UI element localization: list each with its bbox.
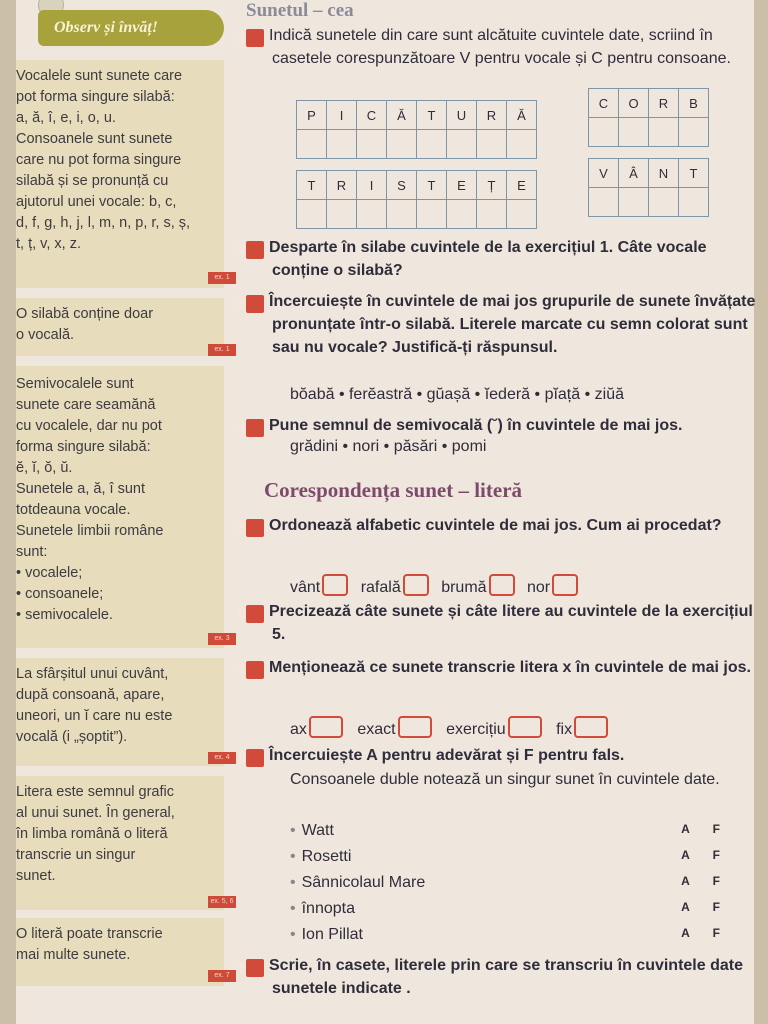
sidebar-line: care nu pot forma singure <box>16 152 182 168</box>
exercise-2 <box>238 236 756 282</box>
sidebar-text-vowels <box>16 66 190 255</box>
sidebar-line: sunt: <box>16 544 48 560</box>
answer-box[interactable] <box>309 716 343 738</box>
exercise-5-text: Ordonează alfabetic cuvintele de mai jos. Cum ai procedat? <box>269 517 722 534</box>
ex-tag: ex. 3 <box>208 633 236 645</box>
answer-cell[interactable] <box>589 118 619 147</box>
sidebar-text-multi <box>16 924 163 966</box>
exercise-number-1: 1 <box>246 29 264 47</box>
exercise-8-text: Încercuiește A pentru adevărat și F pentru fals. <box>269 747 625 764</box>
sidebar-line: O literă poate transcrie <box>16 926 163 942</box>
list-item: • Watt A F <box>290 822 730 839</box>
answer-cell[interactable] <box>447 200 477 229</box>
sidebar-line: • consoanele; <box>16 586 104 602</box>
ex-tag: ex. 5, 6 <box>208 896 236 908</box>
answer-box[interactable] <box>398 716 432 738</box>
exercise-3-text: Încercuiește în cuvintele de mai jos grupurile de sunete învățate pronunțate într-o silabă. Literele marcate cu semn colorat sunt sau nu vocale? Justifică-ți răspunsul. <box>269 293 756 356</box>
answer-cell[interactable] <box>477 130 507 159</box>
sidebar-text-syllable <box>16 304 153 346</box>
letter-cell: O <box>619 89 649 118</box>
answer-cell[interactable] <box>387 130 417 159</box>
true-false-options[interactable]: A F <box>681 900 730 914</box>
sidebar-line: • vocalele; <box>16 565 83 581</box>
sidebar-line: d, f, g, h, j, l, m, n, p, r, s, ș, <box>16 215 191 231</box>
answer-cell[interactable] <box>589 188 619 217</box>
letter-cell: E <box>447 171 477 200</box>
sidebar-line: forma singure silabă: <box>16 439 151 455</box>
sidebar-line: pot forma singure silabă: <box>16 89 175 105</box>
main-content <box>238 0 756 1024</box>
word-grid-1 <box>296 100 537 159</box>
sidebar-line: O silabă conține doar <box>16 306 154 322</box>
sidebar-line: o vocală. <box>16 327 75 343</box>
answer-cell[interactable] <box>679 118 709 147</box>
sidebar-text-whisper-i <box>16 664 172 748</box>
exercise-9 <box>238 954 756 1000</box>
letter-cell: Ă <box>507 101 537 130</box>
word: vânt <box>290 579 321 596</box>
letter-cell: Â <box>619 159 649 188</box>
sidebar-line: transcrie un singur <box>16 847 136 863</box>
true-false-options[interactable]: A F <box>681 926 730 940</box>
word: nor <box>527 579 551 596</box>
letter-cell: C <box>589 89 619 118</box>
answer-cell[interactable] <box>387 200 417 229</box>
sidebar-line: Consoanele sunt sunete <box>16 131 173 147</box>
answer-box[interactable] <box>489 574 515 596</box>
sidebar-line: sunet. <box>16 868 56 884</box>
word: ax <box>290 721 307 738</box>
letter-cell: R <box>649 89 679 118</box>
answer-cell[interactable] <box>649 118 679 147</box>
answer-cell[interactable] <box>357 130 387 159</box>
sidebar-line: după consoană, apare, <box>16 687 165 703</box>
ex-tag: ex. 1 <box>208 344 236 356</box>
observ-header: Observ și învăț! <box>38 10 224 46</box>
exercise-number-9: 9 <box>246 959 264 977</box>
sidebar-line: Litera este semnul grafic <box>16 784 174 800</box>
exercise-3 <box>238 290 756 359</box>
exercise-6-text: Precizează câte sunete și câte litere au cuvintele de la exercițiul 5. <box>269 603 753 643</box>
sidebar-line: • semivocalele. <box>16 607 113 623</box>
letter-cell: E <box>507 171 537 200</box>
letter-cell: T <box>297 171 327 200</box>
letter-cell: C <box>357 101 387 130</box>
letter-cell: T <box>417 101 447 130</box>
answer-cell[interactable] <box>327 130 357 159</box>
word-grid-2 <box>588 88 709 147</box>
sidebar-line: al unui sunet. În general, <box>16 805 175 821</box>
letter-cell: I <box>357 171 387 200</box>
sidebar-line: ajutorul unei vocale: b, c, <box>16 194 177 210</box>
letter-cell: U <box>447 101 477 130</box>
exercise-number-2: 2 <box>246 241 264 259</box>
exercise-6 <box>238 600 756 646</box>
exercise-1 <box>238 24 756 70</box>
word: exact <box>357 721 396 738</box>
textbook-page <box>16 0 754 1024</box>
exercise-7-words <box>290 716 618 739</box>
ex-tag: ex. 7 <box>208 970 236 982</box>
answer-cell[interactable] <box>619 188 649 217</box>
answer-box[interactable] <box>508 716 542 738</box>
exercise-number-4: 4 <box>246 419 264 437</box>
word: fix <box>556 721 573 738</box>
sidebar-line: mai multe sunete. <box>16 947 131 963</box>
letter-cell: N <box>649 159 679 188</box>
answer-cell[interactable] <box>447 130 477 159</box>
exercise-number-5: 5 <box>246 519 264 537</box>
true-false-options[interactable]: A F <box>681 874 730 888</box>
exercise-2-text: Desparte în silabe cuvintele de la exercițiul 1. Câte vocale conține o silabă? <box>269 239 707 279</box>
answer-box[interactable] <box>403 574 429 596</box>
sidebar-line: silabă și se pronunță cu <box>16 173 169 189</box>
exercise-7-text: Menționează ce sunete transcrie litera x în cuvintele de mai jos. <box>269 659 751 676</box>
exercise-3-words: bŏabă • ferĕastră • gŭașă • ĭederă • pĭață • ziŭă <box>290 386 624 403</box>
true-false-options[interactable]: A F <box>681 848 730 862</box>
sidebar-text-letter <box>16 782 175 887</box>
exercise-number-8: 8 <box>246 749 264 767</box>
exercise-4-text: Pune semnul de semivocală (˘) în cuvintele de mai jos. <box>269 417 683 434</box>
letter-cell: Ț <box>477 171 507 200</box>
sidebar-line: sunete care seamănă <box>16 397 156 413</box>
letter-cell: I <box>327 101 357 130</box>
list-item: • înnopta A F <box>290 900 730 917</box>
sidebar <box>16 0 236 1024</box>
letter-cell: R <box>477 101 507 130</box>
word: rafală <box>360 579 401 596</box>
sidebar-line: ĕ, ĭ, ŏ, ŭ. <box>16 460 73 476</box>
sidebar-line: La sfârșitul unui cuvânt, <box>16 666 169 682</box>
sidebar-line: Vocalele sunt sunete care <box>16 68 183 84</box>
exercise-number-7: 7 <box>246 661 264 679</box>
exercise-8-sub: Consoanele duble notează un singur sunet în cuvintele date. <box>290 771 720 788</box>
sidebar-line: a, ă, î, e, i, o, u. <box>16 110 116 126</box>
answer-cell[interactable] <box>327 200 357 229</box>
list-item: • Sânnicolaul Mare A F <box>290 874 730 891</box>
answer-cell[interactable] <box>297 130 327 159</box>
ex-tag: ex. 4 <box>208 752 236 764</box>
answer-cell[interactable] <box>357 200 387 229</box>
exercise-4 <box>238 414 756 437</box>
exercise-number-3: 3 <box>246 295 264 313</box>
sidebar-text-semivowels <box>16 374 164 626</box>
ex-tag: ex. 1 <box>208 272 236 284</box>
answer-cell[interactable] <box>679 188 709 217</box>
word: exercițiu <box>446 721 506 738</box>
sidebar-line: t, ț, v, x, z. <box>16 236 81 252</box>
answer-cell[interactable] <box>477 200 507 229</box>
sidebar-line: totdeauna vocale. <box>16 502 131 518</box>
answer-box[interactable] <box>574 716 608 738</box>
word: brumă <box>441 579 487 596</box>
letter-cell: T <box>679 159 709 188</box>
exercise-5 <box>238 514 756 537</box>
sidebar-line: Sunetele limbii române <box>16 523 164 539</box>
exercise-1-text: Indică sunetele din care sunt alcătuite cuvintele date, scriind în casetele corespunzătoare V pentru vocale și C pentru consoane. <box>269 27 731 67</box>
answer-box[interactable] <box>322 574 348 596</box>
exercise-9-text: Scrie, în casete, literele prin care se transcriu în cuvintele date sunetele indicate . <box>269 957 743 997</box>
answer-box[interactable] <box>552 574 578 596</box>
word-grid-4 <box>588 158 709 217</box>
letter-cell: R <box>327 171 357 200</box>
answer-cell[interactable] <box>297 200 327 229</box>
sidebar-line: Sunetele a, ă, î sunt <box>16 481 145 497</box>
true-false-options[interactable]: A F <box>681 822 730 836</box>
letter-cell: Ă <box>387 101 417 130</box>
exercise-5-words <box>290 574 586 597</box>
answer-cell[interactable] <box>417 200 447 229</box>
page-heading: Sunetul – cea <box>246 0 354 21</box>
exercise-number-6: 6 <box>246 605 264 623</box>
sidebar-line: vocală (i „șoptit”). <box>16 729 128 745</box>
word-grid-3 <box>296 170 537 229</box>
sidebar-line: uneori, un ĭ care nu este <box>16 708 173 724</box>
letter-cell: T <box>417 171 447 200</box>
section-title: Corespondența sunet – literă <box>264 478 523 502</box>
letter-cell: V <box>589 159 619 188</box>
letter-cell: P <box>297 101 327 130</box>
letter-cell: S <box>387 171 417 200</box>
exercise-8 <box>238 744 756 767</box>
answer-cell[interactable] <box>619 118 649 147</box>
answer-cell[interactable] <box>417 130 447 159</box>
exercise-4-words: grădini • nori • păsări • pomi <box>290 438 487 455</box>
sidebar-line: cu vocalele, dar nu pot <box>16 418 162 434</box>
answer-cell[interactable] <box>649 188 679 217</box>
list-item: • Rosetti A F <box>290 848 730 865</box>
sidebar-line: în limba română o literă <box>16 826 168 842</box>
answer-cell[interactable] <box>507 130 537 159</box>
exercise-7 <box>238 656 756 679</box>
list-item: • Ion Pillat A F <box>290 926 730 943</box>
answer-cell[interactable] <box>507 200 537 229</box>
sidebar-line: Semivocalele sunt <box>16 376 134 392</box>
letter-cell: B <box>679 89 709 118</box>
